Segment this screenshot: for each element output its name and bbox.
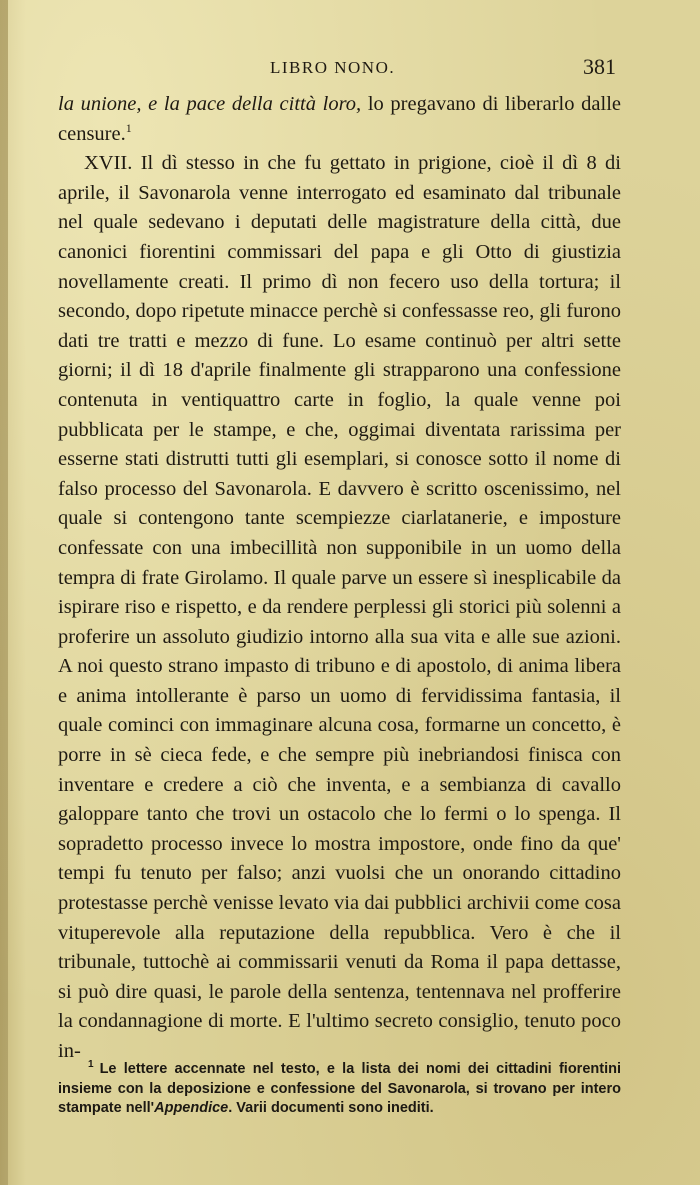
footnote-marker: 1: [88, 1059, 94, 1071]
footnote-text: Le lettere accennate nel testo, e la lista dei nomi dei cittadini fiorentini insieme con la deposizione e confessione del Savonarola, si trovano per intero stampate nell': [58, 1061, 621, 1116]
footnotes: [58, 1060, 621, 1119]
italic-quote: la unione, e la pace della città loro,: [58, 93, 362, 115]
binding-edge: [0, 0, 8, 1185]
body-text: [58, 90, 621, 1067]
footnote-italic: Appendice: [154, 1100, 229, 1116]
paragraph-continuation-text: lo pregavano di liberarlo dalle censure.: [58, 93, 621, 145]
footnote-text-end: . Varii documenti sono inediti.: [228, 1100, 434, 1116]
page-header: [0, 54, 700, 84]
paragraph-xvii: XVII. Il dì stesso in che fu gettato in prigione, cioè il dì 8 di aprile, il Savonarola venne interrogato ed esaminato dal tribunale nel quale sedevano i deputati delle magistrature della città, due canonici fiorentini commissari del papa e gli Otto di giustizia novellamente creati. Il primo dì non fecero uso della tortura; il secondo, dopo ripetute minacce perchè si confessasse reo, gli furono dati tre tratti e mezzo di fune. Lo esame continuò per altri sette giorni; il dì 18 d'aprile finalmente gli strapparono una confessione contenuta in ventiquattro carte in foglio, la quale venne poi pubblicata per le stampe, e che, oggimai diventata rarissima per esserne stati distrutti tutti gli esemplari, si conosce sotto il nome di falso processo del Savonarola. E davvero è scritto oscenissimo, nel quale si contengono tante scempiezze ciarlatanerie, e imposture confessate con una imbecillità non supponibile in un uomo della tempra di frate Girolamo. Il quale parve un essere sì inesplicabile da ispirare riso e rispetto, e da rendere perplessi gli storici più solenni a proferire un assoluto giudizio intorno alla sua vita e alle sue azioni. A noi questo strano impasto di tribuno e di apostolo, di anima libera e anima intollerante è parso un uomo di fervidissima fantasia, il quale cominci con immaginare alcuna cosa, formarne un concetto, è porre in sè cieca fede, e che sempre più inebriandosi finisca con inventare e credere a ciò che inventa, e a sembianza di cavallo galoppare tanto che trovi un ostacolo che lo fermi o lo spenga. Il sopradetto processo invece lo mostra impostore, onde fino da que' tempi fu tenuto per falso; anzi vuolsi che un onorando cittadino protestasse perchè venisse levato via dai pubblici archivii come cosa vituperevole alla reputazione della repubblica. Vero è che il tribunale, tuttochè ai commissarii venuti da Roma il papa dettasse, si può dire quasi, le parole della sentenza, tentennava nel profferire la condannagione di morte. E l'ultimo secreto consiglio, tenuto poco in-: [58, 152, 621, 1062]
page-number: 381: [583, 54, 616, 79]
footnote-1: [58, 1060, 621, 1119]
paragraph-continuation: [58, 90, 621, 149]
running-head: LIBRO NONO.: [270, 58, 396, 77]
footnote-reference: 1: [125, 120, 132, 135]
